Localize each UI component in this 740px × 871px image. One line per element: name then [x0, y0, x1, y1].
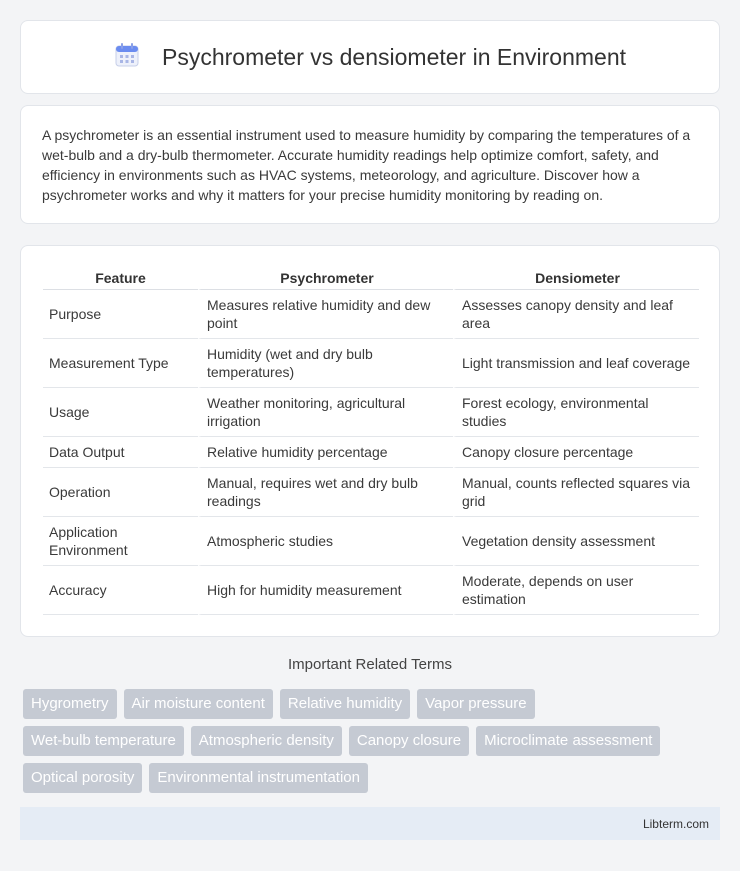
related-terms-title: Important Related Terms — [288, 656, 452, 673]
feature-cell: Usage — [43, 388, 198, 437]
intro-card — [20, 105, 720, 224]
psychrometer-cell: High for humidity measurement — [198, 566, 453, 615]
table-row — [43, 290, 699, 339]
table-row — [43, 388, 699, 437]
table-header-row — [43, 266, 699, 290]
tag-row — [23, 763, 723, 793]
psychrometer-cell: Atmospheric studies — [198, 517, 453, 566]
table-row — [43, 517, 699, 566]
feature-cell: Measurement Type — [43, 339, 198, 388]
psychrometer-cell: Humidity (wet and dry bulb temperatures) — [198, 339, 453, 388]
related-terms-tags — [23, 689, 723, 800]
feature-cell: Accuracy — [43, 566, 198, 615]
densiometer-cell: Light transmission and leaf coverage — [453, 339, 699, 388]
tag-row — [23, 689, 723, 719]
footer-site-link[interactable]: Libterm.com — [642, 816, 709, 831]
comparison-table — [43, 266, 699, 615]
tag-wet-bulb-temperature[interactable]: Wet-bulb temperature — [23, 726, 184, 756]
densiometer-cell: Manual, counts reflected squares via grid — [453, 468, 699, 517]
page-title: Psychrometer vs densiometer in Environment — [161, 43, 627, 70]
comparison-card — [20, 245, 720, 637]
header-densiometer: Densiometer — [453, 266, 699, 290]
table-row — [43, 468, 699, 517]
header-feature: Feature — [43, 266, 198, 290]
densiometer-cell: Assesses canopy density and leaf area — [453, 290, 699, 339]
calendar-icon — [114, 42, 140, 73]
tag-atmospheric-density[interactable]: Atmospheric density — [191, 726, 342, 756]
psychrometer-cell: Measures relative humidity and dew point — [198, 290, 453, 339]
tag-environmental-instrumentation[interactable]: Environmental instrumentation — [149, 763, 368, 793]
tag-row — [23, 726, 723, 756]
densiometer-cell: Forest ecology, environmental studies — [453, 388, 699, 437]
densiometer-cell: Canopy closure percentage — [453, 437, 699, 468]
densiometer-cell: Moderate, depends on user estimation — [453, 566, 699, 615]
table-row — [43, 339, 699, 388]
feature-cell: Operation — [43, 468, 198, 517]
intro-paragraph: A psychrometer is an essential instrument used to measure humidity by comparing the temperatures of a wet-bulb and a dry-bulb thermometer. Accurate humidity readings help optimize comfort, safety, and efficiency in environments such as HVAC systems, meteorology, and agriculture. Discover how a psychrometer works and why it matters for your precise humidity monitoring by reading on. — [42, 127, 691, 203]
feature-cell: Data Output — [43, 437, 198, 468]
densiometer-cell: Vegetation density assessment — [453, 517, 699, 566]
table-row — [43, 437, 699, 468]
feature-cell: Application Environment — [43, 517, 198, 566]
footer — [20, 807, 720, 840]
header-card — [20, 20, 720, 94]
table-row — [43, 566, 699, 615]
psychrometer-cell: Manual, requires wet and dry bulb readings — [198, 468, 453, 517]
tag-relative-humidity[interactable]: Relative humidity — [280, 689, 410, 719]
tag-optical-porosity[interactable]: Optical porosity — [23, 763, 142, 793]
tag-microclimate-assessment[interactable]: Microclimate assessment — [476, 726, 660, 756]
tag-air-moisture-content[interactable]: Air moisture content — [124, 689, 273, 719]
header-psychrometer: Psychrometer — [198, 266, 453, 290]
tag-hygrometry[interactable]: Hygrometry — [23, 689, 117, 719]
tag-vapor-pressure[interactable]: Vapor pressure — [417, 689, 534, 719]
tag-canopy-closure[interactable]: Canopy closure — [349, 726, 469, 756]
psychrometer-cell: Weather monitoring, agricultural irrigation — [198, 388, 453, 437]
feature-cell: Purpose — [43, 290, 198, 339]
psychrometer-cell: Relative humidity percentage — [198, 437, 453, 468]
